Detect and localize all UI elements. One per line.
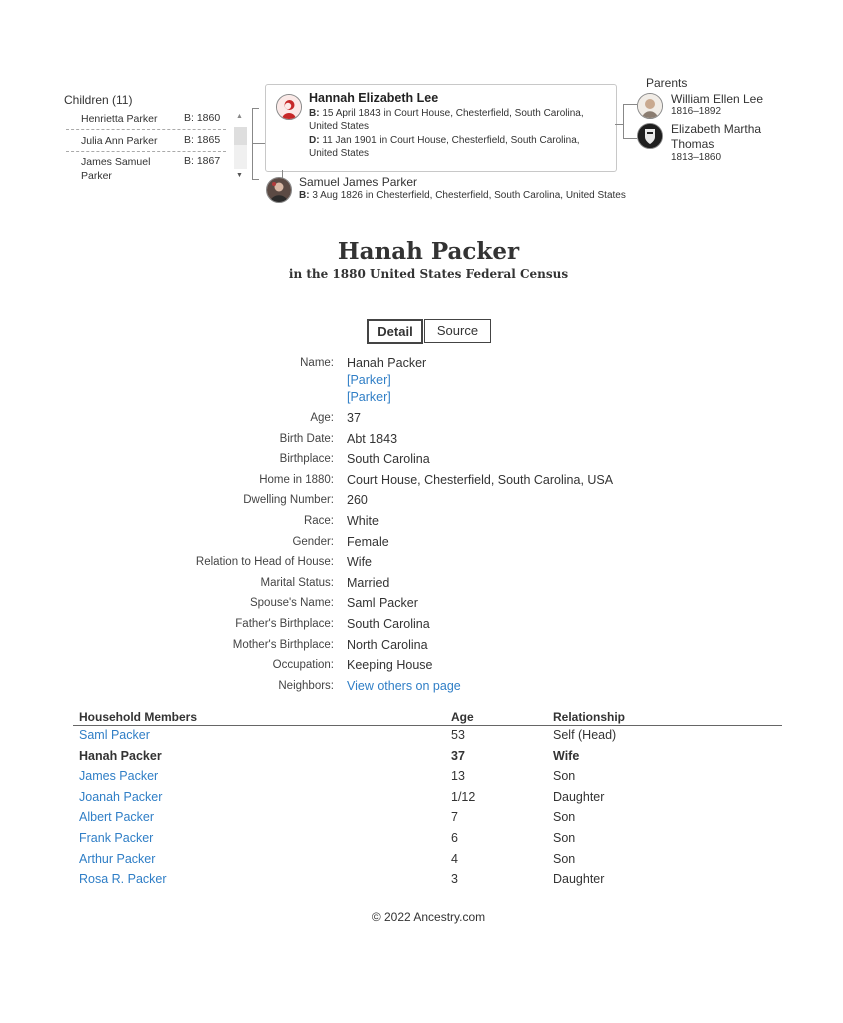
parent-photo-icon — [637, 93, 663, 119]
detail-label: Age: — [310, 412, 334, 424]
view-neighbors-link[interactable]: View others on page — [347, 678, 461, 693]
focus-death-value: 11 Jan 1901 in Court House, Chesterfield, South Carolina, United States — [309, 135, 580, 159]
detail-value: South Carolina — [347, 452, 430, 467]
household-member-relationship: Daughter — [553, 872, 605, 887]
focus-birth-value: 15 April 1843 in Court House, Chesterfield, South Carolina, United States — [309, 108, 584, 132]
child-name[interactable]: Julia Ann Parker — [81, 135, 158, 147]
detail-value: Abt 1843 — [347, 431, 398, 446]
detail-label: Mother's Birthplace: — [232, 638, 334, 651]
household-member-age: 53 — [451, 728, 465, 742]
household-member-name[interactable]: Rosa R. Packer — [79, 872, 167, 887]
spouse-birth — [299, 190, 626, 201]
alternate-name-link[interactable]: [Parker] — [347, 373, 391, 387]
parent-years-father: 1816–1892 — [671, 106, 722, 117]
detail-label-name: Name: — [300, 357, 334, 369]
children-connector — [252, 108, 259, 180]
household-member-name[interactable]: Saml Packer — [79, 728, 150, 742]
parents-title: Parents — [646, 76, 688, 90]
detail-label: Gender: — [292, 535, 334, 548]
detail-value: 37 — [347, 411, 361, 425]
detail-value-name: Hanah Packer — [347, 356, 427, 370]
detail-label: Dwelling Number: — [243, 494, 334, 507]
household-member-relationship: Son — [553, 810, 576, 825]
detail-label: Spouse's Name: — [249, 597, 334, 610]
scrollbar-thumb[interactable] — [234, 127, 247, 145]
detail-value: North Carolina — [347, 637, 428, 652]
parent-crest-icon — [637, 123, 663, 149]
household-member-name[interactable]: Joanah Packer — [79, 789, 163, 804]
household-member-name[interactable]: Frank Packer — [79, 831, 154, 845]
detail-value: Married — [347, 575, 390, 590]
household-member-relationship: Wife — [553, 748, 580, 763]
child-birth: B: 1865 — [184, 134, 221, 146]
household-member-name: Hanah Packer — [79, 748, 162, 763]
detail-value: Female — [347, 534, 389, 549]
household-member-age: 1/12 — [451, 789, 476, 804]
household-member-name[interactable]: Arthur Packer — [79, 851, 156, 866]
tab-source[interactable]: Source — [424, 319, 491, 343]
household-member-relationship: Daughter — [553, 789, 605, 804]
detail-value: South Carolina — [347, 617, 430, 631]
household-header-member: Household Members — [79, 710, 198, 724]
household-member-age: 7 — [451, 810, 458, 825]
spouse-birth-value: 3 Aug 1826 in Chesterfield, Chesterfield, South Carolina, United States — [312, 190, 626, 201]
detail-label: Marital Status: — [260, 576, 334, 589]
household-divider — [73, 725, 782, 726]
household-header-age: Age — [451, 710, 474, 724]
death-label: D: — [309, 135, 320, 146]
alternate-name-link[interactable]: [Parker] — [347, 390, 391, 404]
detail-label: Home in 1880: — [259, 473, 334, 486]
household-member-relationship: Son — [553, 769, 576, 784]
record-title: Hanah Packer — [337, 238, 520, 265]
household-member-relationship: Son — [553, 831, 576, 845]
household-member-relationship: Self (Head) — [553, 728, 617, 742]
detail-label: Father's Birthplace: — [235, 618, 334, 630]
detail-label: Occupation: — [272, 659, 334, 672]
household-member-age: 13 — [451, 769, 465, 784]
divider — [66, 129, 226, 130]
household-member-name[interactable]: James Packer — [79, 769, 159, 784]
children-connector-line — [252, 143, 265, 144]
parents-connector-line — [615, 124, 623, 125]
detail-value: Keeping House — [347, 658, 433, 673]
detail-label: Birthplace: — [279, 453, 334, 466]
detail-label: Relation to Head of House: — [195, 556, 334, 569]
detail-value: Wife — [347, 555, 372, 570]
scrollbar-track[interactable] — [234, 145, 247, 169]
divider — [66, 151, 226, 152]
detail-label: Race: — [303, 515, 334, 527]
focus-death — [309, 134, 609, 160]
detail-label: Birth Date: — [279, 432, 334, 445]
child-name[interactable]: James Samuel Parker — [81, 156, 151, 182]
focus-birth — [309, 107, 609, 133]
detail-value: 260 — [347, 493, 368, 508]
copyright-footer: © 2022 Ancestry.com — [371, 910, 486, 924]
detail-label: Neighbors: — [278, 679, 334, 692]
child-birth: B: 1860 — [184, 112, 221, 124]
birth-label: B: — [309, 108, 320, 119]
parent-name-father[interactable]: William Ellen Lee — [671, 92, 764, 106]
female-avatar-icon — [276, 94, 302, 120]
child-birth: B: 1867 — [184, 155, 221, 167]
household-member-age: 3 — [451, 872, 458, 887]
birth-label: B: — [299, 190, 310, 201]
focus-person-name[interactable]: Hannah Elizabeth Lee — [309, 91, 439, 105]
parent-years-mother: 1813–1860 — [671, 152, 722, 163]
scroll-down-icon[interactable]: ▼ — [236, 172, 243, 179]
household-member-relationship: Son — [553, 851, 576, 866]
detail-value: Court House, Chesterfield, South Carolina, USA — [347, 472, 614, 487]
child-name[interactable]: Henrietta Parker — [81, 113, 158, 125]
parents-connector — [623, 104, 637, 139]
household-member-age: 37 — [451, 748, 465, 763]
household-member-age: 6 — [451, 831, 458, 845]
household-header-relationship: Relationship — [553, 710, 626, 724]
parent-name-mother[interactable]: Elizabeth Martha Thomas — [671, 122, 762, 151]
record-subtitle: in the 1880 United States Federal Census — [288, 267, 569, 281]
detail-value: Saml Packer — [347, 596, 418, 611]
scroll-up-icon[interactable]: ▲ — [236, 113, 243, 120]
tab-detail[interactable]: Detail — [367, 319, 423, 344]
household-member-name[interactable]: Albert Packer — [79, 810, 155, 825]
children-title: Children (11) — [64, 93, 133, 107]
detail-value: White — [347, 514, 379, 528]
male-avatar-icon — [266, 177, 292, 203]
spouse-name[interactable]: Samuel James Parker — [299, 175, 418, 189]
household-member-age: 4 — [451, 851, 458, 866]
